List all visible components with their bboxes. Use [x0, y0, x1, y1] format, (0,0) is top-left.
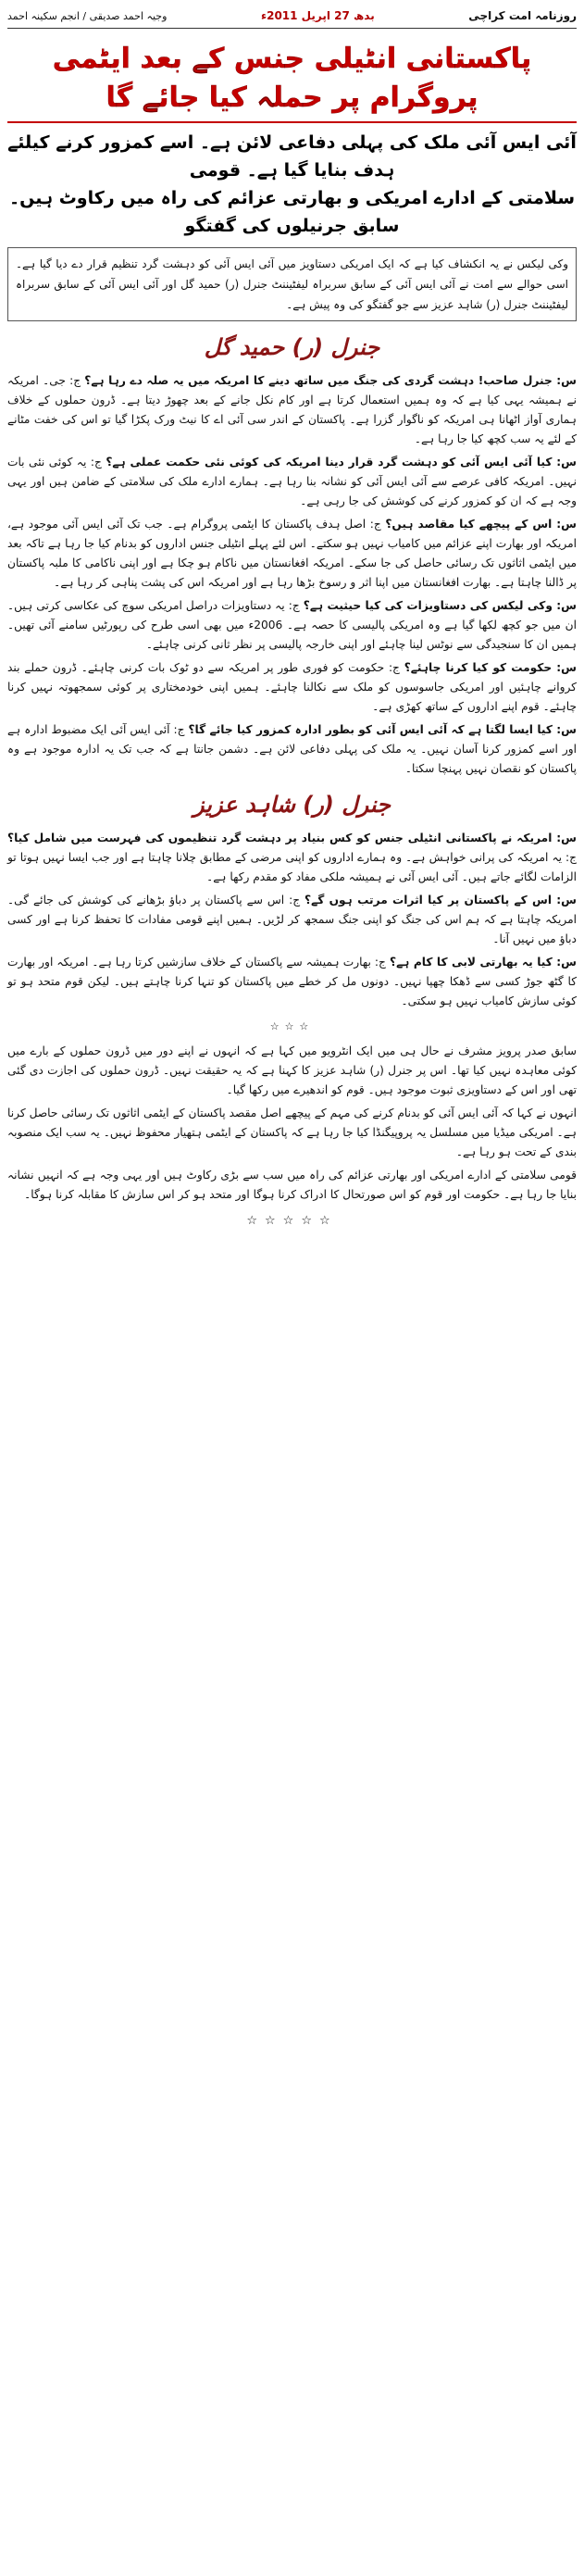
question: س: اس کے پاکستان پر کیا اثرات مرتب ہوں گے؟: [304, 894, 578, 907]
closing-paragraph: سابق صدر پرویز مشرف نے حال ہی میں ایک انٹرویو میں کہا ہے کہ انہوں نے اپنے دور میں ڈرون حملوں کے بارے میں کوئی معاہدہ نہیں کیا تھا۔ اس پر جنرل (ر) شاہد عزیز کا کہنا ہے کہ یہ حقیقت نہیں۔ ڈرون حملوں کی اجازت دی گئی تھی اور اس کے دستاویزی ثبوت موجود ہیں۔ قوم کو اندھیرے میں رکھا گیا۔: [7, 1044, 577, 1096]
question: س: کیا ایسا لگتا ہے کہ آئی ایس آئی کو بطور ادارہ کمزور کیا جائے گا؟: [188, 723, 577, 736]
interview-paragraph: [7, 720, 577, 779]
question: س: حکومت کو کیا کرنا چاہئے؟: [404, 661, 577, 674]
answer: ج: یہ دستاویزات دراصل امریکی سوچ کی عکاسی کرتی ہیں۔ ان میں جو کچھ لکھا گیا ہے وہ امریکی پالیسی کا حصہ ہے۔ 2006ء میں بھی اسی طرح کی رپورٹیں سامنے آئی تھیں۔ ہمیں ان کا سنجیدگی سے نوٹس لینا چاہئے اور اپنی خارجہ پالیسی پر نظر ثانی کرنی چاہئے۔: [7, 599, 577, 651]
question: س: کیا آئی ایس آئی کو دہشت گرد قرار دینا امریکہ کی کوئی نئی حکمت عملی ہے؟: [106, 456, 577, 469]
answer: ج: اصل ہدف پاکستان کا ایٹمی پروگرام ہے۔ جب تک آئی ایس آئی موجود ہے، امریکہ اور بھارت اپنے عزائم میں کامیاب نہیں ہو سکتے۔ اس لئے پہلے انٹیلی جنس اداروں کو بدنام کیا جا رہا ہے تاکہ بعد میں ایٹمی اثاثوں تک رسائی حاصل کی جا سکے۔ امریکہ افغانستان میں ناکام ہو چکا ہے اور اپنی ناکامی کا ملبہ پاکستان پر ڈالنا چاہتا ہے۔ بھارت افغانستان میں اپنا اثر و رسوخ بڑھا رہا ہے اور امریکہ اس کی پشت پناہی کر رہا ہے۔: [7, 518, 577, 589]
section-title-hamid-gul: جنرل (ر) حمید گل: [204, 334, 380, 360]
section-title-shahid-aziz: جنرل (ر) شاہد عزیز: [193, 792, 391, 818]
sub-headline-line: سلامتی کے ادارے امریکی و بھارتی عزائم کی راہ میں رکاوٹ ہیں۔ سابق جرنیلوں کی گفتگو: [8, 188, 576, 236]
question: س: امریکہ نے پاکستانی انٹیلی جنس کو کس بنیاد پر دہشت گرد تنظیموں کی فہرست میں شامل کیا؟: [7, 832, 577, 844]
star-separator: ☆☆☆: [269, 1020, 315, 1032]
interview-paragraph: [7, 829, 577, 887]
newspaper-name: روزنامہ امت کراچی: [468, 9, 577, 22]
closing-paragraph: قومی سلامتی کے ادارے امریکی اور بھارتی عزائم کی راہ میں سب سے بڑی رکاوٹ ہیں اور یہی وجہ ہے کہ انہیں نشانہ بنایا جا رہا ہے۔ حکومت اور قوم کو اس صورتحال کا ادراک کرنا ہوگا اور متحد ہو کر اس سازش کا مقابلہ کرنا ہوگا۔: [7, 1169, 577, 1201]
newspaper-page: [7, 6, 577, 2565]
answer: ج: حکومت کو فوری طور پر امریکہ سے دو ٹوک بات کرنی چاہئے۔ ڈرون حملے بند کروانے چاہئیں اور امریکی جاسوسوں کو ملک سے نکالنا چاہئے۔ ہمیں اپنی خودمختاری پر کوئی سمجھوتہ نہیں کرنا چاہئے۔ قوم اپنے اداروں کے ساتھ کھڑی ہے۔: [7, 661, 577, 713]
answer: ج: یہ کوئی نئی بات نہیں۔ امریکہ کافی عرصے سے آئی ایس آئی کو نشانہ بنا رہا ہے۔ ہمارے ادارے ملک کی سلامتی کے ضامن ہیں اور یہی وجہ ہے کہ ان کو کمزور کرنے کی کوشش کی جا رہی ہے۔: [7, 456, 577, 507]
interview-section-1: [7, 371, 577, 779]
interview-section-2: [7, 829, 577, 1011]
answer: ج: بھارت ہمیشہ سے پاکستان کے خلاف سازشیں کرتا رہا ہے۔ امریکہ اور بھارت کا گٹھ جوڑ کسی سے ڈھکا چھپا نہیں۔ دونوں مل کر خطے میں پاکستان کو تنہا کرنا چاہتے ہیں۔ لیکن قوم متحد ہو تو کوئی سازش کامیاب نہیں ہو سکتی۔: [7, 956, 577, 1007]
interview-paragraph: [7, 658, 577, 717]
answer: ج: آئی ایس آئی ایک مضبوط ادارہ ہے اور اسے کمزور کرنا آسان نہیں۔ یہ ملک کی پہلی دفاعی لائن ہے۔ دشمن جانتا ہے کہ جب تک یہ ادارہ موجود ہے وہ پاکستان کو نقصان نہیں پہنچا سکتا۔: [7, 723, 577, 775]
reporter-byline: وجیہ احمد صدیقی / انجم سکینہ احمد: [7, 9, 168, 22]
masthead: [7, 6, 577, 29]
question: س: وکی لیکس کی دستاویزات کی کیا حیثیت ہے؟: [303, 599, 577, 612]
lead-paragraph: وکی لیکس نے یہ انکشاف کیا ہے کہ ایک امریکی دستاویز میں آئی ایس آئی کو دہشت گرد تنظیم قرار دے دیا گیا ہے۔ اسی حوالے سے امت نے آئی ایس آئی کے سابق سربراہ لیفٹیننٹ جنرل (ر) حمید گل اور آئی ایس آئی کے سابق سربراہ لیفٹیننٹ جنرل (ر) شاہد عزیز سے جو گفتگو کی وہ پیش ہے۔: [7, 247, 577, 321]
main-headline: پاکستانی انٹیلی جنس کے بعد ایٹمی پروگرام پر حملہ کیا جائے گا: [7, 36, 577, 123]
interview-paragraph: [7, 371, 577, 449]
answer: ج: یہ امریکہ کی پرانی خواہش ہے۔ وہ ہمارے اداروں کو اپنی مرضی کے مطابق چلانا چاہتا ہے اور جب ایسا نہیں ہوتا تو الزامات لگائے جاتے ہیں۔ آئی ایس آئی نے ہمیشہ ملکی مفاد کو مقدم رکھا ہے۔: [7, 851, 577, 883]
answer: ج: جی۔ امریکہ نے ہمیشہ یہی کیا ہے کہ وہ ہمیں استعمال کرتا ہے اور کام نکل جانے کے بعد چھوڑ دیتا ہے۔ ڈرون حملوں کے خلاف ہماری آواز اٹھانا ہی امریکہ کو ناگوار گزرا ہے۔ پاکستان کے اندر سی آئی اے کا نیٹ ورک پکڑا گیا تو اس کی خفت مٹانے کے لئے یہ سب کچھ کیا جا رہا ہے۔: [7, 374, 577, 445]
sub-headline: [7, 129, 577, 240]
question: س: جنرل صاحب! دہشت گردی کی جنگ میں ساتھ دینے کا امریکہ میں یہ صلہ دے رہا ہے؟: [84, 374, 577, 387]
interview-paragraph: [7, 596, 577, 655]
closing-section: [7, 1042, 577, 1205]
interview-paragraph: [7, 953, 577, 1011]
end-stars: ☆☆☆☆☆: [246, 1214, 338, 1228]
interview-paragraph: [7, 891, 577, 949]
question: س: کیا یہ بھارتی لابی کا کام ہے؟: [390, 956, 577, 969]
answer: ج: اس سے پاکستان پر دباؤ بڑھانے کی کوشش کی جائے گی۔ امریکہ چاہتا ہے کہ ہم اس کی جنگ کو اپنی جنگ سمجھ کر لڑیں۔ ہمیں اپنے قومی مفادات کا تحفظ کرنا ہے اور کسی دباؤ میں نہیں آنا۔: [7, 894, 577, 945]
interview-paragraph: [7, 453, 577, 511]
publication-date: بدھ 27 اپریل 2011ء: [260, 9, 375, 22]
sub-headline-line: آئی ایس آئی ملک کی پہلی دفاعی لائن ہے۔ اسے کمزور کرنے کیلئے ہدف بنایا گیا ہے۔ قومی: [7, 132, 577, 181]
closing-paragraph: انہوں نے کہا کہ آئی ایس آئی کو بدنام کرنے کی مہم کے پیچھے اصل مقصد پاکستان کے ایٹمی اثاثوں تک رسائی حاصل کرنا ہے۔ امریکی میڈیا میں مسلسل یہ پروپیگنڈا کیا جا رہا ہے کہ پاکستان کے ایٹمی ہتھیار محفوظ نہیں۔ یہ سب ایک منصوبہ بندی کے تحت ہو رہا ہے۔: [7, 1107, 577, 1158]
question: س: اس کے پیچھے کیا مقاصد ہیں؟: [385, 518, 577, 531]
interview-paragraph: [7, 515, 577, 593]
